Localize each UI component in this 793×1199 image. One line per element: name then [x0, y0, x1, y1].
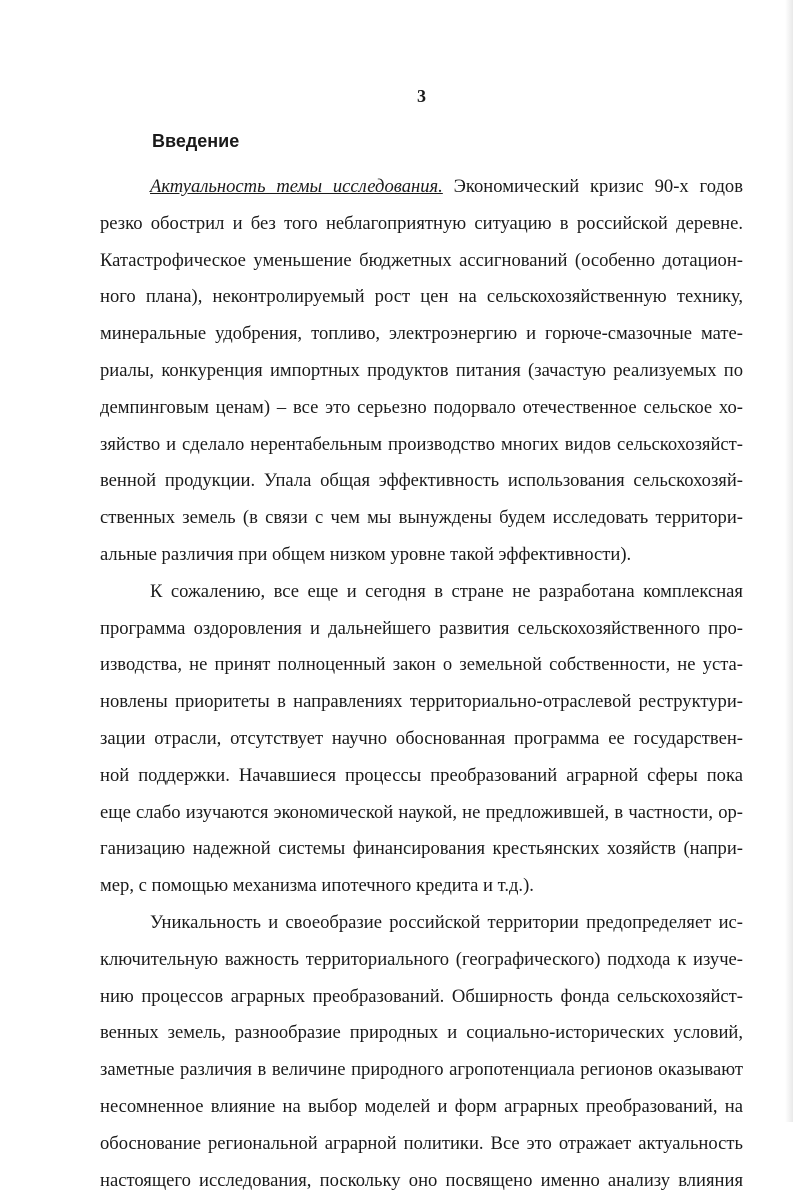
paragraph-1-line: альные различия при общем низком уровне такой эффективности). — [100, 543, 632, 565]
paragraph-1-line: риалы, конкуренция импортных продуктов питания (зачастую реализуемых по — [100, 359, 743, 381]
section-heading: Введение — [152, 131, 240, 151]
page-number: 3 — [417, 86, 426, 106]
paragraph-2-line: ной поддержки. Начавшиеся процессы преобразований аграрной сферы пока — [100, 764, 743, 786]
paragraph-1-line: демпинговым ценам) – все это серьезно подорвало отечественное сельское хо- — [100, 396, 743, 418]
paragraph-3-line: заметные различия в величине природного агропотенциала регионов оказывают — [100, 1059, 743, 1081]
paragraph-1-line: ственных земель (в связи с чем мы вынуждены будем исследовать территори- — [100, 507, 743, 529]
paragraph-2-line: мер, с помощью механизма ипотечного кредита и т.д.). — [100, 875, 534, 897]
paragraph-2-line: новлены приоритеты в направлениях территориально-отраслевой реструктури- — [100, 691, 743, 713]
paragraph-2-line: изводства, не принят полноценный закон о земельной собственности, не уста- — [100, 654, 743, 676]
paragraph-2-line: К сожалению, все еще и сегодня в стране не разработана комплексная — [150, 580, 743, 602]
paragraph-1-lead-emphasis: Актуальность темы исследования. — [150, 176, 443, 197]
paragraph-2-line: зации отрасли, отсутствует научно обоснованная программа ее государствен- — [100, 727, 743, 749]
body-text — [100, 169, 743, 1199]
paragraph-2-line: ганизацию надежной системы финансирования крестьянских хозяйств (напри- — [100, 838, 743, 860]
paragraph-3-line: венных земель, разнообразие природных и социально-исторических условий, — [100, 1022, 743, 1044]
paragraph-3-line: ключительную важность территориального (географического) подхода к изуче- — [100, 948, 743, 970]
paragraph-1-line: резко обострил и без того неблагоприятную ситуацию в российской деревне. — [100, 212, 743, 234]
paragraph-3-line: обоснование региональной аграрной политики. Все это отражает актуальность — [100, 1132, 743, 1154]
paragraph-1-line-1 — [100, 169, 743, 206]
paragraph-3-line: Уникальность и своеобразие российской территории предопределяет ис- — [150, 911, 743, 933]
paragraph-1-line: минеральные удобрения, топливо, электроэнергию и горюче-смазочные мате- — [100, 323, 743, 345]
paragraph-1-line: Катастрофическое уменьшение бюджетных ассигнований (особенно дотацион- — [100, 249, 743, 271]
paragraph-1-line-1-rest: Экономический кризис 90-х годов — [442, 176, 744, 197]
paragraph-1-line: зяйство и сделало нерентабельным производство многих видов сельскохозяйст- — [100, 433, 743, 455]
paragraph-2-line: программа оздоровления и дальнейшего развития сельскохозяйственного про- — [100, 617, 743, 639]
scan-edge-shadow — [785, 0, 793, 1122]
paragraph-1-line: ного плана), неконтролируемый рост цен на сельскохозяйственную технику, — [100, 286, 743, 308]
paragraph-2-line: еще слабо изучаются экономической наукой, не предложившей, в частности, ор- — [100, 801, 743, 823]
paragraph-3-line: настоящего исследования, поскольку оно посвящено именно анализу влияния — [100, 1169, 743, 1191]
paragraph-3-line: несомненное влияние на выбор моделей и форм аграрных преобразований, на — [100, 1095, 743, 1117]
paragraph-1-line: венной продукции. Упала общая эффективность использования сельскохозяй- — [100, 470, 743, 492]
paragraph-3-line: нию процессов аграрных преобразований. Обширность фонда сельскохозяйст- — [100, 985, 743, 1007]
